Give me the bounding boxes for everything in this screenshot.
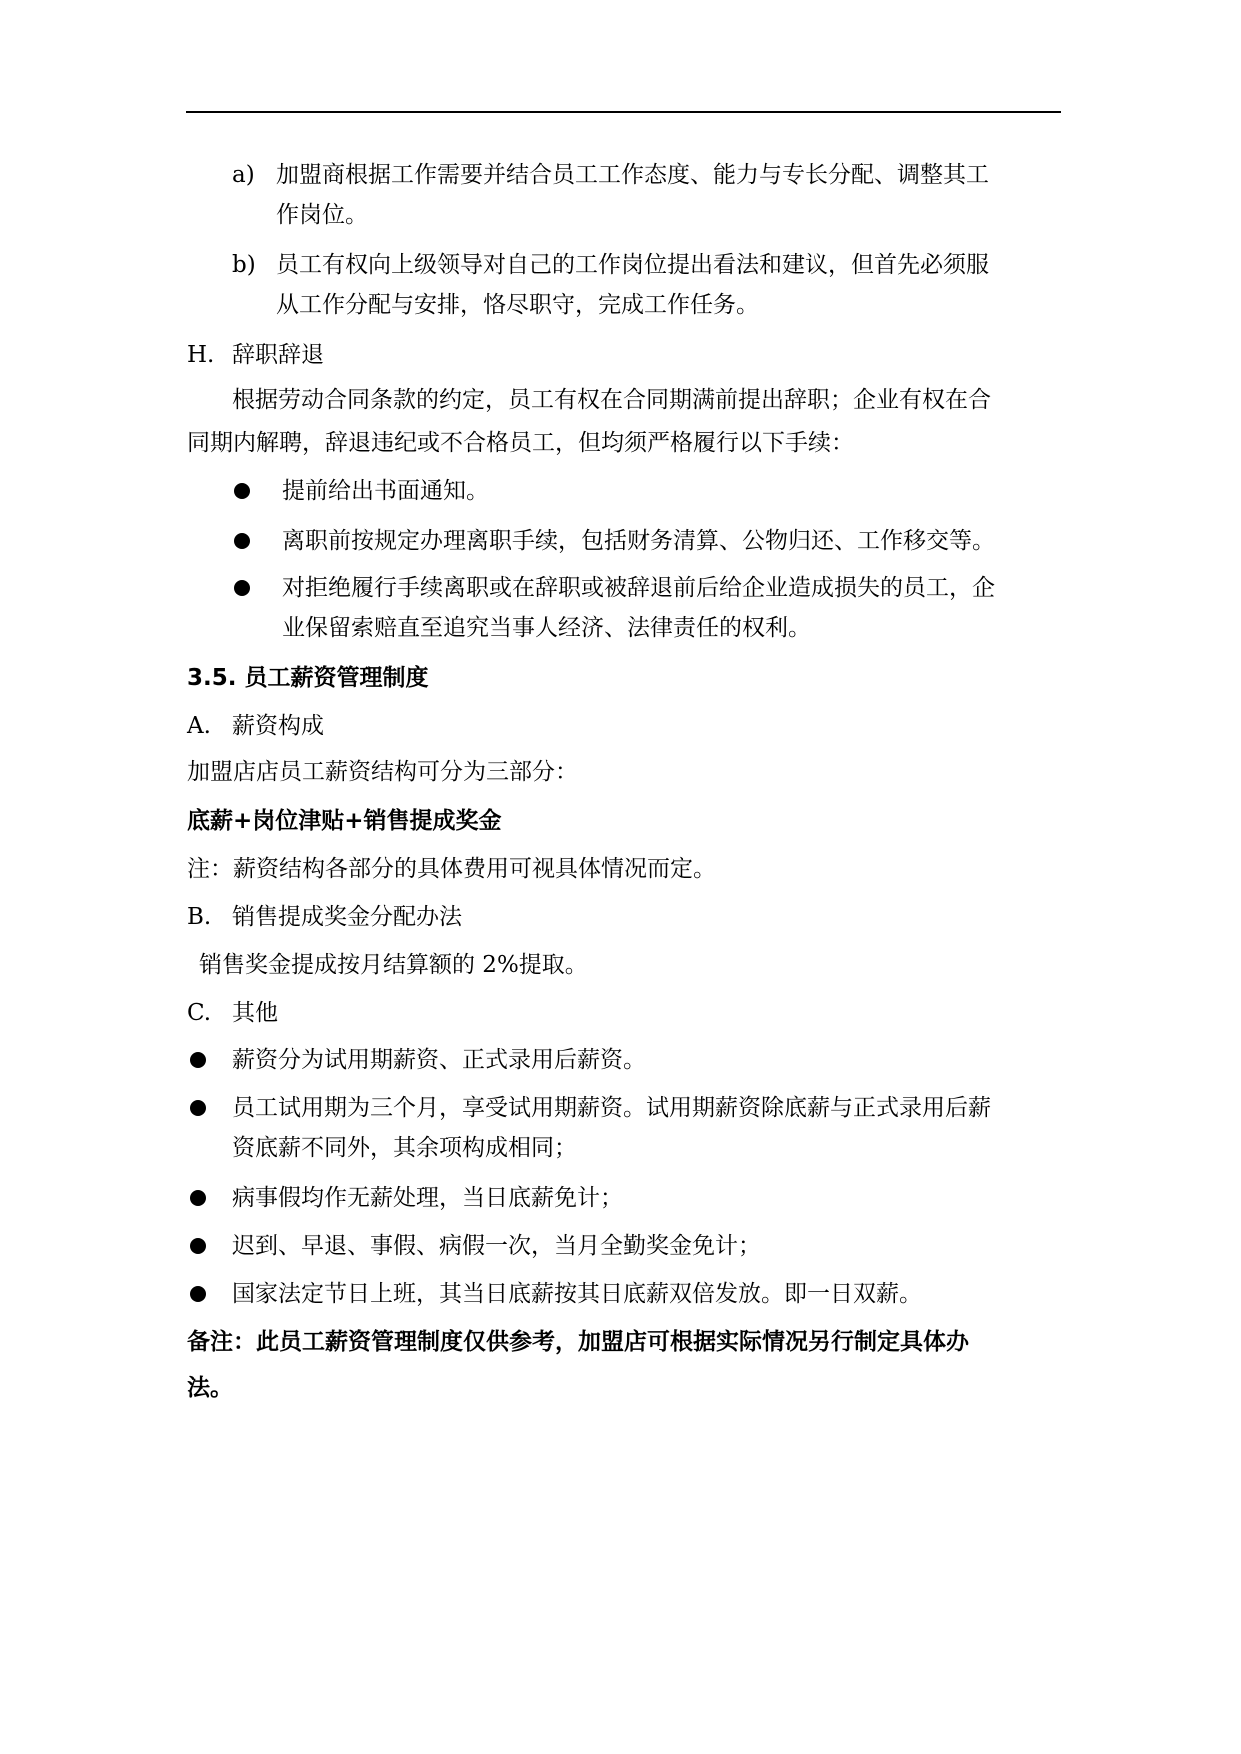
item-a-text-line1: 加盟商根据工作需要并结合员工工作态度、能力与专长分配、调整其工 xyxy=(276,162,989,188)
c-bullet-4-text: 迟到、早退、事假、病假一次，当月全勤奖金免计； xyxy=(232,1233,761,1259)
section-c-marker: C. xyxy=(187,1000,212,1026)
section-c-title: 其他 xyxy=(232,1000,278,1026)
section-h-marker: H. xyxy=(187,342,215,368)
c-bullet-5-text: 国家法定节日上班，其当日底薪按其日底薪双倍发放。即一日双薪。 xyxy=(232,1281,922,1307)
h-bullet-2-text: 离职前按规定办理离职手续，包括财务清算、公物归还、工作移交等。 xyxy=(282,528,995,554)
section-b-title: 销售提成奖金分配办法 xyxy=(232,904,462,930)
h-bullet-3-text-line2: 业保留索赔直至追究当事人经济、法律责任的权利。 xyxy=(282,615,811,641)
section-h-paragraph-line2: 同期内解聘，辞退违纪或不合格员工，但均须严格履行以下手续： xyxy=(187,430,854,456)
remark-line1: 备注：此员工薪资管理制度仅供参考，加盟店可根据实际情况另行制定具体办 xyxy=(187,1329,969,1355)
bullet-dot-icon xyxy=(190,1238,206,1254)
section-a-intro: 加盟店店员工薪资结构可分为三部分： xyxy=(187,759,578,785)
section-a-note: 注：薪资结构各部分的具体费用可视具体情况而定。 xyxy=(187,856,716,882)
section-h-paragraph-line1: 根据劳动合同条款的约定，员工有权在合同期满前提出辞职；企业有权在合 xyxy=(232,387,991,413)
h-bullet-1-text: 提前给出书面通知。 xyxy=(282,478,489,504)
section-3-5-heading: 3.5. 员工薪资管理制度 xyxy=(187,665,429,691)
bullet-dot-icon xyxy=(190,1190,206,1206)
item-b-marker: b) xyxy=(232,252,256,278)
header-rule xyxy=(186,111,1061,113)
item-a-text-line2: 作岗位。 xyxy=(276,202,368,228)
remark-line2: 法。 xyxy=(187,1375,233,1401)
section-a-title: 薪资构成 xyxy=(232,713,324,739)
bullet-dot-icon xyxy=(190,1052,206,1068)
section-b-text: 销售奖金提成按月结算额的 2%提取。 xyxy=(199,952,588,978)
c-bullet-2-text-line1: 员工试用期为三个月，享受试用期薪资。试用期薪资除底薪与正式录用后薪 xyxy=(232,1095,991,1121)
section-h-title: 辞职辞退 xyxy=(232,342,324,368)
section-b-marker: B. xyxy=(187,904,212,930)
item-b-text-line1: 员工有权向上级领导对自己的工作岗位提出看法和建议，但首先必须服 xyxy=(276,252,989,278)
h-bullet-3-text-line1: 对拒绝履行手续离职或在辞职或被辞退前后给企业造成损失的员工，企 xyxy=(282,575,995,601)
bullet-dot-icon xyxy=(190,1286,206,1302)
c-bullet-2-text-line2: 资底薪不同外，其余项构成相同； xyxy=(232,1135,577,1161)
bullet-dot-icon xyxy=(234,483,250,499)
item-a-marker: a) xyxy=(232,162,255,188)
section-a-marker: A. xyxy=(187,713,211,739)
c-bullet-3-text: 病事假均作无薪处理，当日底薪免计； xyxy=(232,1185,623,1211)
item-b-text-line2: 从工作分配与安排，恪尽职守，完成工作任务。 xyxy=(276,292,759,318)
bullet-dot-icon xyxy=(234,533,250,549)
bullet-dot-icon xyxy=(190,1100,206,1116)
c-bullet-1-text: 薪资分为试用期薪资、正式录用后薪资。 xyxy=(232,1047,646,1073)
salary-formula: 底薪+岗位津贴+销售提成奖金 xyxy=(187,808,502,834)
bullet-dot-icon xyxy=(234,580,250,596)
